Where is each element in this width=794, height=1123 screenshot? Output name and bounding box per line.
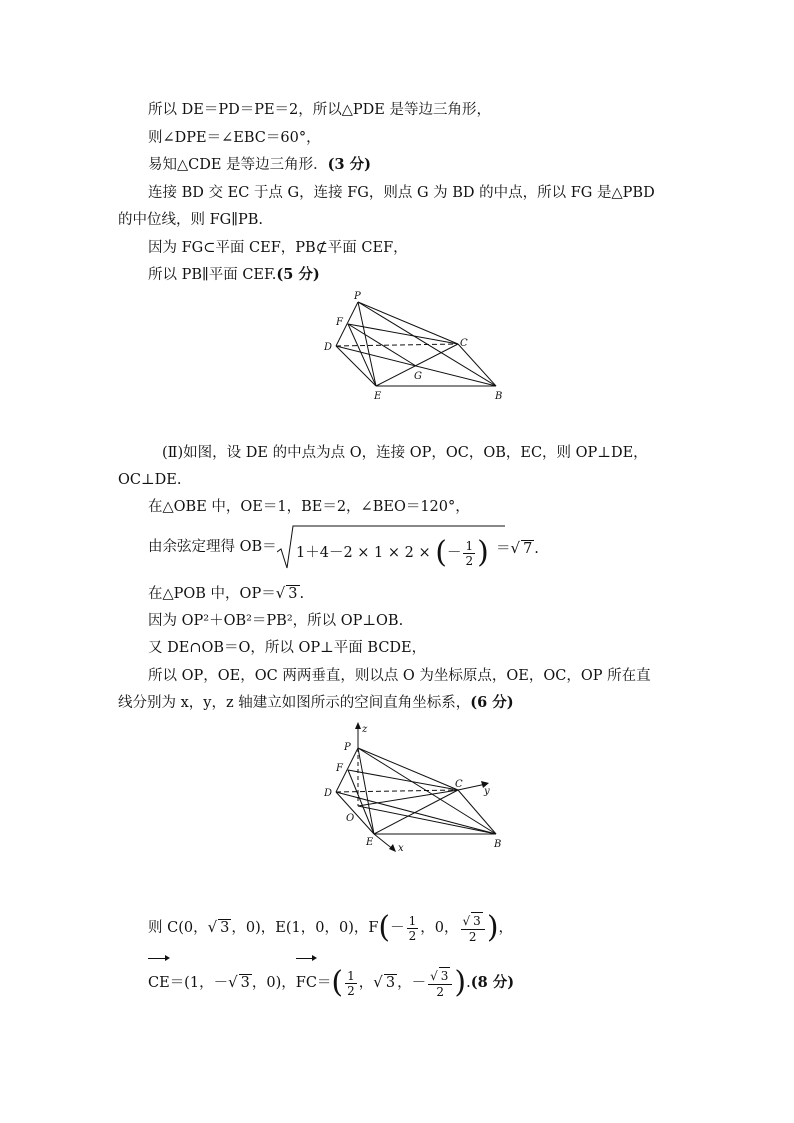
fraction-denominator: 2 bbox=[436, 985, 445, 999]
text-line: 则∠DPE＝∠EBC＝60°， bbox=[148, 130, 321, 146]
fraction bbox=[463, 539, 475, 568]
text-content: ，0， bbox=[420, 920, 459, 936]
fraction-denominator: 2 bbox=[347, 983, 355, 998]
label-E: E bbox=[366, 837, 374, 848]
fraction bbox=[407, 914, 419, 943]
equals-sign: ＝ bbox=[316, 975, 332, 991]
paren-open: ( bbox=[331, 965, 344, 1000]
sqrt-sign: √ bbox=[510, 539, 521, 557]
sqrt-sign: √ bbox=[373, 973, 383, 991]
text-line: 连接 BD 交 EC 于点 G，连接 FG，则点 G 为 BD 的中点，所以 FG 是△PBD bbox=[148, 185, 655, 201]
sqrt-radicand: 7 bbox=[523, 541, 533, 557]
fraction-numerator bbox=[428, 967, 452, 985]
period: . bbox=[534, 541, 539, 557]
radicand bbox=[296, 535, 489, 570]
score-badge: (8 分) bbox=[470, 974, 515, 991]
fraction-numerator: 1 bbox=[347, 968, 355, 983]
fraction-denominator: 2 bbox=[468, 930, 477, 944]
paren-close: ) bbox=[486, 910, 499, 945]
text-content: 线分别为 x，y，z 轴建立如图所示的空间直角坐标系， bbox=[118, 695, 471, 711]
text-content: 所以 PB∥平面 CEF. bbox=[148, 267, 277, 283]
paren-open: ( bbox=[378, 910, 391, 945]
label-E: E bbox=[374, 391, 382, 402]
axis-label-x: x bbox=[398, 843, 404, 854]
text-content: 则 C(0， bbox=[148, 920, 208, 936]
sqrt-radicand: 3 bbox=[240, 975, 250, 991]
text-line: 由余弦定理得 OB＝ bbox=[148, 539, 277, 555]
label-D: D bbox=[324, 342, 333, 353]
sqrt-radicand: 3 bbox=[385, 975, 396, 991]
text-line: 又 DE∩OB＝O，所以 OP⊥平面 BCDE， bbox=[148, 640, 427, 656]
text-content: 在△POB 中，OP＝ bbox=[148, 586, 276, 602]
label-F: F bbox=[336, 763, 343, 774]
text-line bbox=[148, 265, 320, 285]
period: . bbox=[466, 975, 471, 991]
label-C: C bbox=[460, 338, 468, 349]
text-line bbox=[148, 155, 371, 175]
label-P: P bbox=[344, 742, 351, 753]
minus-sign: － bbox=[446, 545, 462, 561]
fraction-denominator: 2 bbox=[408, 928, 417, 943]
paren-close: ) bbox=[454, 965, 467, 1000]
text-line bbox=[118, 693, 514, 713]
text-line: 的中位线，则 FG∥PB. bbox=[118, 212, 263, 228]
text-content: ， bbox=[358, 975, 374, 991]
text-content: ＝(1，－ bbox=[169, 975, 229, 991]
fraction bbox=[461, 912, 485, 944]
text-line: OC⊥DE. bbox=[118, 472, 182, 488]
text-line: 所以 OP，OE，OC 两两垂直，则以点 O 为坐标原点，OE，OC，OP 所在直 bbox=[148, 668, 651, 684]
text-content: ，－ bbox=[397, 975, 427, 991]
text-content: 易知△CDE 是等边三角形． bbox=[148, 157, 328, 173]
text-line: 因为 OP²＋OB²＝PB²，所以 OP⊥OB. bbox=[148, 613, 404, 629]
label-B: B bbox=[495, 391, 503, 402]
sqrt-sign: √ bbox=[430, 969, 438, 983]
label-D: D bbox=[324, 788, 333, 799]
minus-sign: － bbox=[390, 920, 405, 936]
label-B: B bbox=[494, 839, 502, 850]
fraction-numerator bbox=[461, 912, 485, 930]
geometry-figure-2 bbox=[318, 722, 518, 854]
sqrt-radicand: 3 bbox=[220, 920, 230, 936]
radicand-text: 1＋4－2 × 1 × 2 × bbox=[296, 545, 431, 561]
text-content: ，0)，E(1，0，0)，F bbox=[231, 920, 379, 936]
text-content: ， bbox=[498, 920, 514, 936]
fraction-numerator: 1 bbox=[408, 913, 417, 928]
fraction bbox=[428, 967, 452, 999]
label-C: C bbox=[455, 779, 463, 790]
vector-fc: FC bbox=[296, 961, 317, 1005]
text-line: 在△OBE 中，OE＝1，BE＝2，∠BEO＝120°， bbox=[148, 499, 470, 515]
label-P: P bbox=[354, 291, 361, 302]
fraction-denominator: 2 bbox=[465, 553, 474, 568]
label-F: F bbox=[336, 317, 343, 328]
text-line bbox=[148, 960, 514, 1005]
text-line: 所以 DE＝PD＝PE＝2，所以△PDE 是等边三角形， bbox=[148, 102, 491, 118]
sqrt-radicand: 3 bbox=[440, 969, 449, 983]
score-badge: (6 分) bbox=[470, 694, 514, 711]
paren-open: ( bbox=[435, 535, 447, 570]
fraction bbox=[345, 969, 357, 998]
text-line: (Ⅱ)如图，设 DE 的中点为点 O，连接 OP，OC，OB，EC，则 OP⊥DE， bbox=[162, 445, 648, 461]
text-line bbox=[148, 583, 304, 604]
vector-ce: CE bbox=[148, 961, 170, 1005]
label-O: O bbox=[346, 813, 355, 824]
text-line: 因为 FG⊂平面 CEF，PB⊄平面 CEF， bbox=[148, 240, 408, 256]
result bbox=[496, 538, 539, 559]
axis-label-z: z bbox=[362, 724, 368, 735]
period: . bbox=[299, 586, 305, 602]
paren-close: ) bbox=[477, 535, 489, 570]
sqrt-radicand: 3 bbox=[288, 586, 298, 602]
geometry-figure-1 bbox=[318, 288, 518, 406]
score-badge: (3 分) bbox=[327, 156, 371, 173]
sqrt-sign: √ bbox=[207, 918, 218, 936]
label-G: G bbox=[414, 371, 422, 382]
axis-label-y: y bbox=[484, 786, 490, 797]
text-line bbox=[148, 905, 513, 950]
equals-sign: ＝ bbox=[496, 541, 511, 557]
sqrt-sign: √ bbox=[462, 914, 471, 928]
sqrt-radicand: 3 bbox=[473, 914, 481, 928]
text-content: ，0)， bbox=[251, 975, 296, 991]
sqrt-sign: √ bbox=[275, 584, 286, 602]
score-badge: (5 分) bbox=[276, 266, 320, 283]
sqrt-sign: √ bbox=[228, 973, 238, 991]
fraction-numerator: 1 bbox=[465, 538, 474, 553]
